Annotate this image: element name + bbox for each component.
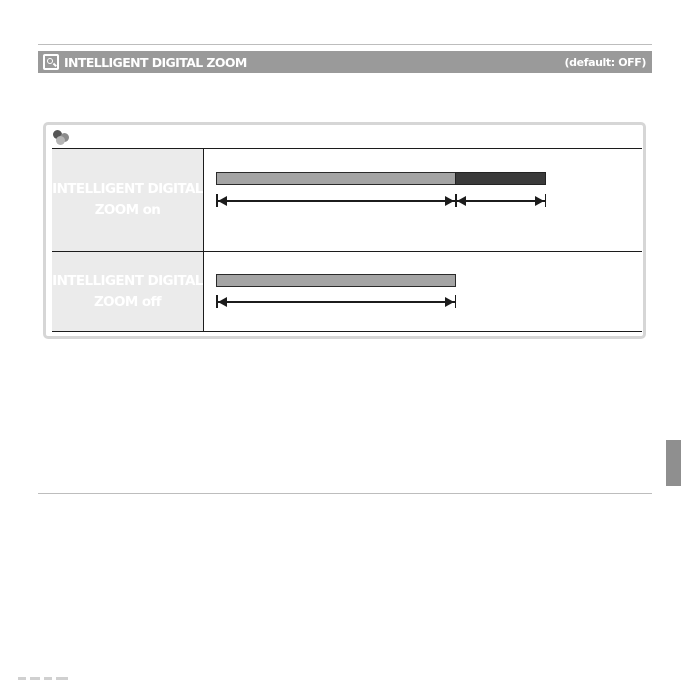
optical-range-arrow-off [216,295,456,308]
row-label-zoom-off [52,252,203,331]
row-label-line: INTELLIGENT DIGITAL [52,272,203,289]
row-label-line: ZOOM off [93,293,162,310]
optical-range-arrow [216,194,456,207]
row-label-zoom-on [52,149,203,251]
table-bottom-border [52,331,642,332]
footer-mark [18,676,70,681]
row-label-line: INTELLIGENT DIGITAL [52,181,203,197]
digital-zoom-bar [455,172,546,185]
optical-zoom-bar [216,172,456,185]
tip-dots-icon [53,130,75,144]
digital-range-arrow [455,194,546,207]
row-label-line: ZOOM on [94,202,161,218]
zoom-figure-box [43,122,646,339]
optical-zoom-bar-off [216,274,456,287]
chapter-side-tab [666,440,681,486]
default-note: (default: OFF) [564,55,646,69]
section-title-bar [38,51,652,73]
table-column-divider [203,149,204,331]
top-rule [38,44,652,45]
section-title: INTELLIGENT DIGITAL ZOOM [64,54,247,70]
camera-settings-icon [43,54,59,70]
bottom-rule [38,493,652,494]
